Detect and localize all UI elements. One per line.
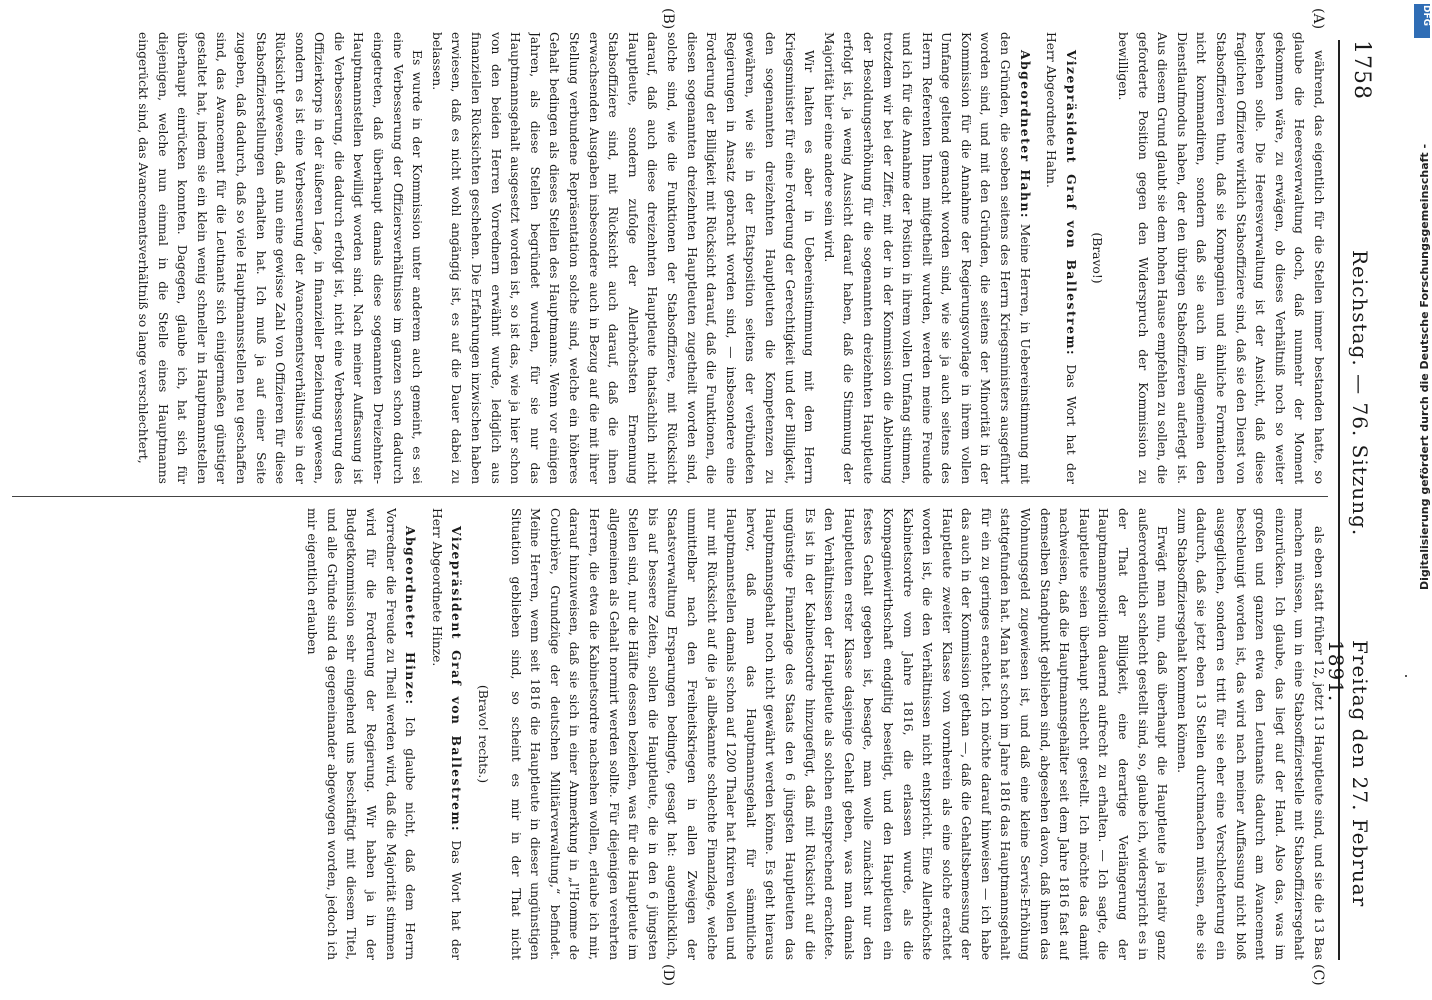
margin-mark-d: (D) xyxy=(660,964,676,987)
left-column xyxy=(12,32,1328,484)
dfg-logo xyxy=(1414,4,1430,38)
column-divider xyxy=(12,496,1328,497)
speaker-name: Vizepräsident Graf von Ballestrem: xyxy=(1063,50,1079,357)
paragraph: Wir halten es aber in Uebereinstimmung mit dem Herrn Kriegsminister für eine Forderung der Gerechtigkeit und der Billigkeit, den sogenannten dreizehnten Hauptleuten die Kompetenzen zu gewähren, wie sie in der Etatsposition seitens der verbündeten Regierungen in Ansatz gebracht worden sind, — insbesondere eine Forderung der Billigkeit mit Rücksicht darauf, daß die Funktionen, die diesen sogenannten dreizehnten Hauptleuten zugetheilt worden sind, solche sind, wie die Funktionen der Stabsoffiziere, mit Rücksicht darauf, daß auch diese dreizehnten Hauptleute thatsächlich nicht Hauptleute, sondern zufolge der Allerhöchsten Ernennung Stabsoffiziere sind, mit Rücksicht auch darauf, daß die ihnen erwachsenden Ausgaben insbesondere auch in Bezug auf die mit ihrer Stellung verbundene Repräsentation solche sind, welche ein höheres Gehalt bedingen als dieses Stellen des Hauptmanns. Wenn vor einigen Jahren, als diese Stellen begründet wurden, für sie nur das Hauptmannsgehalt ausgesetzt worden ist, so ist das, wie ja hier schon von den beiden Herren Vorrednern erwähnt wurde, lediglich aus finanziellen Rücksichten geschehen. Die Erfahrungen inzwischen haben erwiesen, daß es nicht wohl angängig ist, es auf die Dauer dabei zu belassen. xyxy=(429,32,817,484)
dfg-notice: Digitalisierung gefördert durch die Deutsche Forschungsgemeinschaft - xyxy=(1418,143,1431,590)
applause-note: (Bravo! rechts.) xyxy=(476,684,490,784)
session-title: Reichstag. — 76. Sitzung. xyxy=(1348,250,1372,537)
paragraph: Erwägt man nun, daß überhaupt die Hauptleute ja relativ ganz außerordentlich schlecht gestellt sind, so, glaube ich, widerspricht es in der That der Billigkeit, eine derartige Verlängerung der Hauptmannsposition dauernd aufrecht zu erhalten. — Ich sagte, die Hauptleute seien überhaupt schlecht gestellt. Ich möchte das damit nachweisen, daß die Hauptmannsgehälter seit dem Jahre 1816 fast auf demselben Standpunkt geblieben sind, abgesehen davon, daß ihnen das Wohnungsgeld zugewiesen ist, und daß eine kleine Servis-Erhöhung stattgefunden hat. Man hat schon im Jahre 1816 das Hauptmannsgehalt für ein zu geringes erachtet. Ich möchte darauf hinweisen — ich habe das auch in der Kommission gethan —, daß die Gehaltsbemessung der Hauptleute zweiter Klasse von vornherein als eine solche erachtet worden ist, die den Verhältnissen nicht entspricht. Eine Allerhöchste Kabinetsordre vom Jahre 1816, die erlassen wurde, als die Kompagniewirthschaft endgiltig beseitigt, und den Hauptleuten ein festes Gehalt gegeben ist, besagte, man wolle zunächst nur den Hauptleuten erster Klasse dasjenige Gehalt geben, was man damals den Verhältnissen der Hauptleute als solchen entsprechend erachtete. Es ist in der Kabinetsordre hinzugefügt, daß mit Rücksicht auf die ungünstige Finanzlage des Staats den 6 jüngsten Hauptleuten das Hauptmannsgehalt noch nicht gewährt werden könne. Es geht hieraus hervor, daß man das Hauptmannsgehalt für sämmtliche Hauptmannstellen damals schon auf 1200 Thaler hat fixiren wollen und nur mit Rücksicht auf die ja allbekannte schlechte Finanzlage, welche unmittelbar nach den Freiheitskriegen in allen Zweigen der Staatsverwaltung Ersparungen bedingte, gesagt hat: augenblicklich, bis auf bessere Zeiten, sollen die Hauptleute, die in den 6 jüngsten Stellen sind, nur die Hälfte dessen beziehen, was für die Hauptleute im allgemeinen als Gehalt normirt werden sollte. Für diejenigen verehrten Herren, die etwa die Kabinetsordre nachsehen wollen, erlaube ich mir, darauf hinzuweisen, daß sie sich in einer Anmerkung in „l'Homme de Courbière, Grundzüge der deutschen Militärverwaltung,“ befindet. Meine Herren, wenn seit 1816 die Hauptleute in dieser ungünstigen Situation geblieben sind, so scheint es mir in der That nicht xyxy=(508,508,1170,960)
margin-mark-c: (C) xyxy=(1310,964,1326,986)
right-column-continued xyxy=(12,508,498,960)
date-title: Freitag den 27. Februar 1891. xyxy=(1324,640,1372,908)
speech-text: Das Wort hat der Herr Abgeordnete Hahn. xyxy=(1044,32,1078,484)
right-column xyxy=(508,508,1328,960)
page-header xyxy=(1324,40,1380,960)
speech-text: Ich glaube nicht, daß dem Herrn Vorredner die Freude zu Theil werden wird, daß die Majorität stimmen wird für die Forderung der Regierung. Wir haben ja in der Budgetkommission sehr eingehend uns beschäftigt mit diesem Titel, und alle Gründe sind da gegeneinander abgewogen worden, jedoch ich mir eigentlich erlauben xyxy=(305,508,418,960)
speech-text: Meine Herren, in Uebereinstimmung mit den Gründen, die soeben seitens des Herrn Kriegsministers ausgeführt worden sind, und mit den Gründen, die seitens der Minorität in der Kommission für die Annahme der Regierungsvorlage in ihrem vollen Umfange geltend gemacht worden sind, wie sie ja auch seitens des Herrn Referenten Ihnen mitgetheilt wurden, werden meine Freunde und ich für die Annahme der Position in ihrem vollen Umfang stimmen, trotzdem wir bei der Ziffer, mit der in der Kommission die Ablehnung der Besoldungserhöhung für die sogenannten dreizehnten Hauptleute erfolgt ist, ja wenig Aussicht darauf haben, daß die Stimmung der Majorität hier eine andere sein wird. xyxy=(821,32,1032,484)
speaker-paragraph xyxy=(1041,32,1081,484)
margin-mark-b: (B) xyxy=(660,8,676,30)
speaker-name: Abgeordneter Hinze: xyxy=(403,526,419,706)
paragraph: während, das eigentlich für die Stellen immer bestanden hatte, so glaube die Heeresverwaltung doch, daß nunmehr der Moment gekommen wäre, zu erwägen, ob dieses Verhältniß noch so weiter bestehen solle. Die Heeresverwaltung ist der Ansicht, daß diese fraglichen Offiziere wirklich Stabsoffiziere sind, daß sie den Dienst von Stabsoffizieren thun, daß sie Kompagnien und ähnliche Formationen nicht kommandiren, sondern daß sie auch im allgemeinen den Dienstlaufmodus haben, der den übrigen Stabsoffizieren auferlegt ist. Aus diesem Grund glaubt sie dem hohen Hause empfehlen zu sollen, die geforderte Position gegen den Widerspruch der Kommission zu bewilligen. xyxy=(1116,32,1326,484)
page-number: 1758 xyxy=(1349,40,1374,100)
speaker-paragraph xyxy=(818,32,1035,484)
speaker-name: Abgeordneter Hahn: xyxy=(1017,50,1033,219)
margin-mark-a: (A) xyxy=(1310,8,1326,30)
speech-text: Das Wort hat der Herr Abgeordnete Hinze. xyxy=(429,508,464,960)
paragraph: Es wurde in der Kommission unter anderem auch gemeint, es sei eine Verbesserung der Offiziersverhältnisse im ganzen schon dadurch eingetreten, daß überhaupt damals diese sogenannten Dreizehnten-Hauptmannstellen bewilligt worden sind. Nach meiner Auffassung ist die Verbesserung, die dadurch erfolgt ist, nicht eine Verbesserung des Offizierkorps in der äußeren Lage, in finanzieller Beziehung gewesen, sondern es ist eine Verbesserung der Avancementsverhältnisse in der Rücksicht gewesen, daß nun eine gewisse Zahl von Offizieren für diese Stabsoffizierstellungen erhalten hat. Ich muß ja auf einer Seite zugeben, daß dadurch, daß so viele Hauptmannsstellen neu geschaffen sind, das Avancement für die Leutnants sich einigermaßen günstiger gestaltet hat, indem sie ein klein wenig schneller in Hauptmannstellen überhaupt einrücken konnten. Dagegen, glaube ich, hat sich für diejenigen, welche nun einmal in die Stelle eines Hauptmanns eingerückt sind, das Avancementsverhältniß so lange verschlechtert, xyxy=(135,32,425,484)
speaker-name: Vizepräsident Graf von Ballestrem: xyxy=(449,526,465,833)
applause-note: (Bravo!) xyxy=(1090,232,1105,284)
speaker-paragraph xyxy=(426,508,466,960)
speaker-paragraph xyxy=(302,508,421,960)
scan-speck xyxy=(1405,675,1407,677)
dfg-logo-text: DFG xyxy=(1421,5,1431,27)
paragraph: als eben statt früher 12, jetzt 13 Hauptleute sind, und sie die 13 Bas machen müssen, um in eine Stabsoffizierstelle mit Stabsoffiziersgehalt einzurücken. Ich glaube, das liegt auf der Hand. Also das, was im großen und ganzen etwa den Leutnants dadurch am Avancement beschleunigt worden ist, das wird nach meiner Auffassung nicht bloß ausgeglichen, sondern es tritt für sie eher eine Verschlechterung ein dadurch, daß sie jetzt eben 13 Stellen durchmachen müssen, ehe sie zum Stabsoffiziersgehalt kommen können. xyxy=(1174,508,1326,960)
